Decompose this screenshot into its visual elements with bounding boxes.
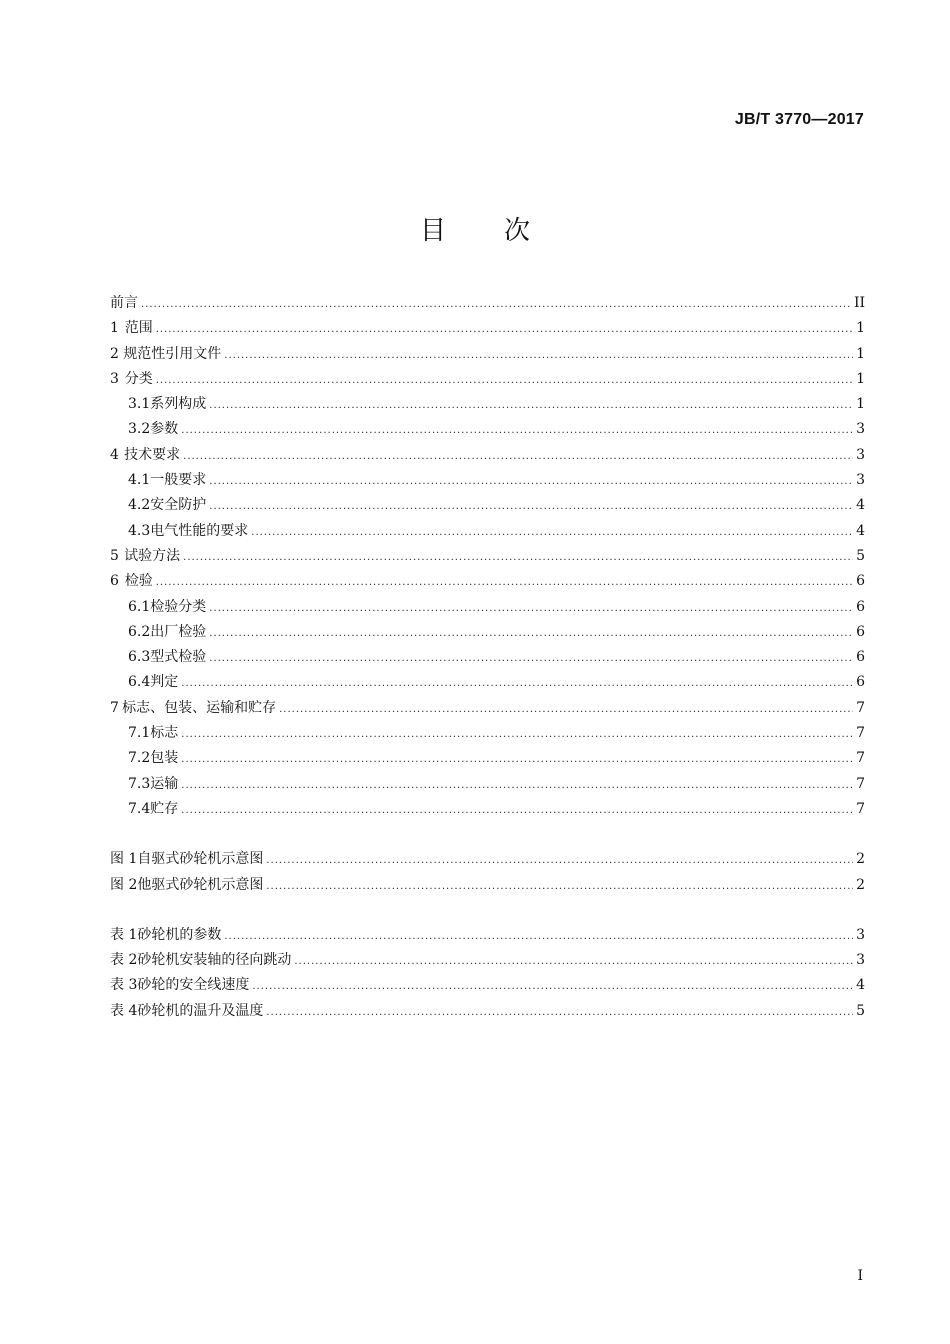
toc-entry-page: 5 [856, 547, 865, 564]
toc-entry-page: 4 [856, 497, 865, 514]
toc-entry-page: 1 [856, 396, 865, 413]
toc-entry-label: 砂轮机的参数 [137, 926, 222, 943]
toc-entry-label: 砂轮机的温升及温度 [137, 1002, 264, 1019]
dot-leader [181, 722, 853, 747]
toc-entry-page: 7 [856, 800, 865, 817]
toc-entry-page: 3 [856, 952, 865, 969]
dot-leader [266, 1000, 853, 1025]
toc-entry-number: 7.2 [128, 750, 151, 767]
toc-entry-label: 他驱式砂轮机示意图 [137, 876, 264, 893]
toc-entry[interactable] [110, 973, 865, 998]
page-number: I [857, 1268, 863, 1284]
toc-entry-number: 6.3 [128, 649, 151, 666]
toc-entry-label: 电气性能的要求 [150, 522, 249, 539]
toc-entry-label: 试验方法 [124, 547, 181, 564]
toc-entry-number: 7.1 [128, 725, 151, 742]
table-of-contents [110, 291, 865, 1024]
toc-entry-number: 4.3 [128, 522, 151, 539]
toc-entry-label: 包装 [150, 750, 179, 767]
toc-entry-number: 表 2 [110, 952, 138, 969]
dot-leader [181, 747, 853, 772]
toc-entry-page: 3 [856, 926, 865, 943]
toc-entry-page: 7 [856, 750, 865, 767]
toc-entry-label: 检验分类 [150, 598, 207, 615]
dot-leader [181, 773, 853, 798]
toc-entry[interactable] [110, 342, 865, 367]
toc-entry-label: 自驱式砂轮机示意图 [137, 851, 264, 868]
toc-entry-number: 4.2 [128, 497, 151, 514]
toc-entry-page: 6 [856, 623, 865, 640]
dot-leader [181, 798, 853, 823]
toc-entry[interactable] [110, 544, 865, 569]
toc-entry[interactable] [110, 468, 865, 493]
toc-entry[interactable] [110, 873, 865, 898]
section-gap [110, 898, 865, 923]
toc-entry-number: 4 [110, 446, 119, 463]
standard-number: JB/T 3770—2017 [734, 111, 864, 128]
dot-leader [209, 494, 853, 519]
dot-leader [156, 570, 853, 595]
toc-entry-number: 3.1 [128, 396, 151, 413]
toc-entry-label: 运输 [150, 775, 179, 792]
toc-entry-number: 6.4 [128, 674, 151, 691]
toc-entry[interactable] [110, 367, 865, 392]
toc-entry-page: 1 [856, 345, 865, 362]
toc-entry-page: 7 [856, 725, 865, 742]
toc-entry-number: 6.2 [128, 623, 151, 640]
dot-leader [224, 924, 853, 949]
toc-entry-page: 1 [856, 320, 865, 337]
dot-leader [209, 469, 853, 494]
toc-entry-number: 1 [110, 320, 119, 337]
toc-entry-number: 7 [110, 699, 119, 716]
toc-tables [110, 923, 865, 1024]
toc-entry[interactable] [110, 772, 865, 797]
toc-entry[interactable] [110, 948, 865, 973]
toc-entry-number: 6.1 [128, 598, 151, 615]
toc-entry-page: 6 [856, 674, 865, 691]
toc-entry-number: 7.3 [128, 775, 151, 792]
toc-entry[interactable] [110, 721, 865, 746]
toc-sections [110, 291, 865, 822]
toc-entry-label: 判定 [150, 674, 179, 691]
toc-entry-label: 范围 [124, 320, 153, 337]
toc-entry-page: II [853, 295, 865, 311]
toc-entry-label: 贮存 [150, 800, 179, 817]
dot-leader [209, 621, 853, 646]
toc-entry-label: 规范性引用文件 [123, 345, 222, 362]
dot-leader [209, 393, 853, 418]
toc-entry-page: 6 [856, 598, 865, 615]
toc-entry-label: 检验 [124, 573, 153, 590]
toc-entry-label: 标志、包装、运输和贮存 [122, 699, 277, 716]
dot-leader [209, 646, 853, 671]
toc-entry-label: 标志 [150, 725, 179, 742]
dot-leader [266, 874, 853, 899]
toc-entry[interactable] [110, 746, 865, 771]
dot-leader [294, 949, 853, 974]
toc-entry-page: 7 [856, 775, 865, 792]
toc-entry[interactable] [110, 316, 865, 341]
toc-entry-page: 2 [856, 851, 865, 868]
section-gap [110, 822, 865, 847]
toc-entry-label: 安全防护 [150, 497, 207, 514]
dot-leader [224, 343, 853, 368]
dot-leader [156, 317, 853, 342]
toc-entry[interactable] [110, 443, 865, 468]
toc-entry-page: 6 [856, 573, 865, 590]
toc-entry-label: 砂轮机安装轴的径向跳动 [137, 952, 292, 969]
dot-leader [156, 368, 853, 393]
toc-entry-number: 4.1 [128, 472, 151, 489]
toc-entry[interactable] [110, 923, 865, 948]
dot-leader [252, 974, 853, 999]
toc-entry-page: 6 [856, 649, 865, 666]
toc-entry[interactable] [110, 847, 865, 872]
dot-leader [181, 671, 853, 696]
toc-entry[interactable] [110, 417, 865, 442]
toc-entry-number: 图 2 [110, 876, 138, 893]
dot-leader [251, 520, 853, 545]
toc-entry-page: 3 [856, 421, 865, 438]
toc-entry-number: 7.4 [128, 800, 151, 817]
dot-leader [183, 444, 853, 469]
toc-entry-number: 3.2 [128, 421, 151, 438]
toc-entry[interactable] [110, 569, 865, 594]
toc-entry[interactable] [110, 392, 865, 417]
toc-entry-label: 一般要求 [150, 472, 207, 489]
toc-entry-page: 5 [856, 1002, 865, 1019]
toc-title: 目次 [419, 216, 588, 246]
toc-entry-number: 3 [110, 370, 119, 387]
dot-leader [279, 697, 853, 722]
toc-entry-number: 5 [110, 547, 119, 564]
toc-entry[interactable] [110, 696, 865, 721]
toc-entry[interactable] [110, 519, 865, 544]
dot-leader [181, 418, 853, 443]
toc-entry[interactable] [110, 493, 865, 518]
toc-entry[interactable] [110, 999, 865, 1024]
toc-entry-page: 2 [856, 876, 865, 893]
dot-leader [209, 596, 853, 621]
toc-entry-page: 3 [856, 472, 865, 489]
dot-leader [266, 848, 853, 873]
toc-entry-page: 3 [856, 446, 865, 463]
toc-entry-label: 砂轮的安全线速度 [137, 977, 250, 994]
toc-entry[interactable] [110, 595, 865, 620]
toc-entry-page: 4 [856, 522, 865, 539]
toc-entry-page: 7 [856, 699, 865, 716]
toc-entry-label: 前言 [110, 295, 138, 311]
toc-entry-number: 6 [110, 573, 119, 590]
toc-entry[interactable] [110, 670, 865, 695]
dot-leader [183, 545, 853, 570]
toc-entry-label: 参数 [150, 421, 179, 438]
toc-entry[interactable] [110, 291, 865, 316]
toc-entry-number: 2 [110, 345, 119, 362]
toc-entry[interactable] [110, 620, 865, 645]
toc-entry[interactable] [110, 797, 865, 822]
toc-entry-label: 系列构成 [150, 396, 207, 413]
toc-entry-label: 技术要求 [124, 446, 181, 463]
toc-entry-page: 1 [856, 370, 865, 387]
toc-entry-label: 型式检验 [150, 649, 207, 666]
toc-entry-label: 出厂检验 [150, 623, 207, 640]
dot-leader [141, 292, 851, 317]
toc-entry[interactable] [110, 645, 865, 670]
toc-entry-page: 4 [856, 977, 865, 994]
toc-entry-number: 表 1 [110, 926, 138, 943]
toc-entry-number: 表 4 [110, 1002, 138, 1019]
toc-figures [110, 847, 865, 898]
toc-entry-number: 图 1 [110, 851, 138, 868]
toc-entry-label: 分类 [124, 370, 153, 387]
toc-entry-number: 表 3 [110, 977, 138, 994]
